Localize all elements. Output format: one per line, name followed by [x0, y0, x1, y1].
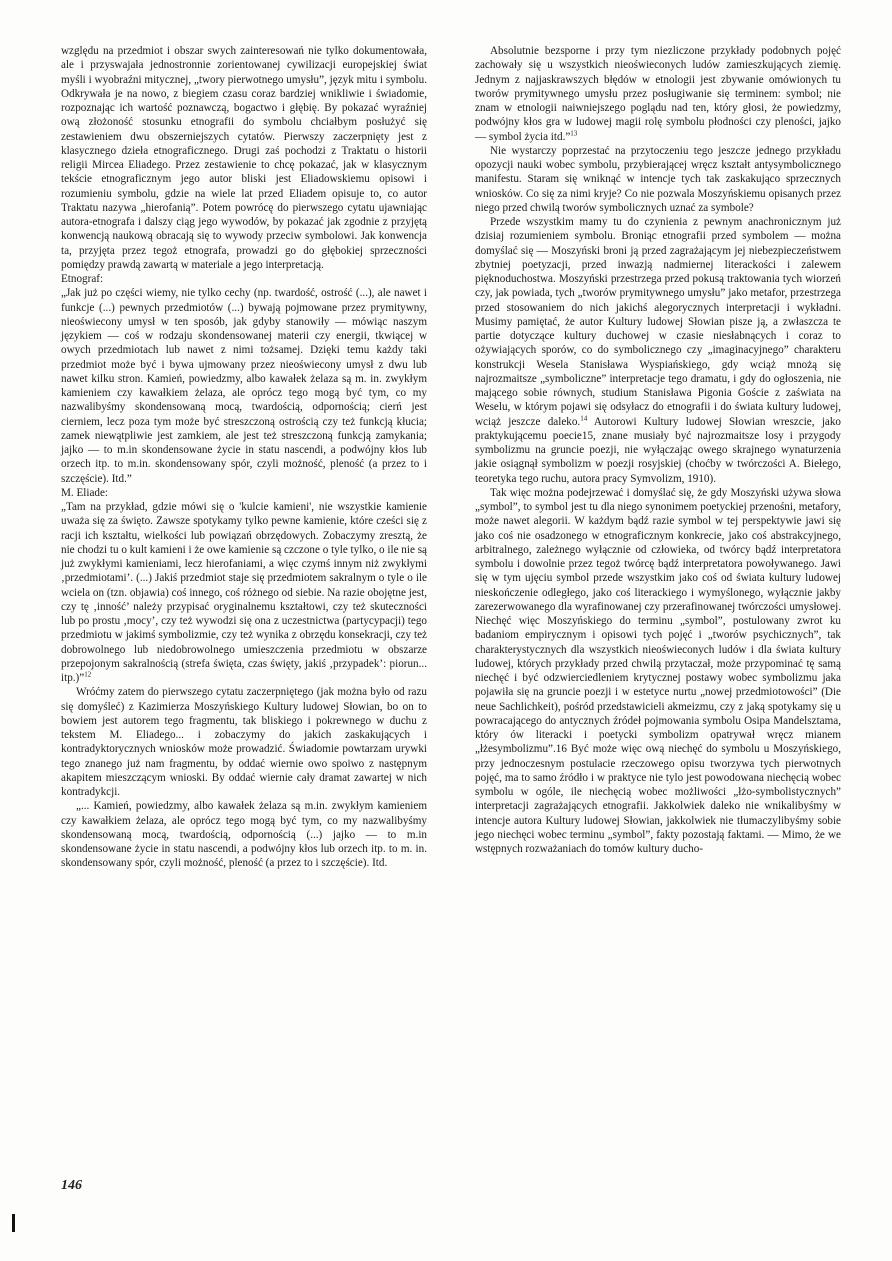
paragraph-text: Absolutnie bezsporne i przy tym niezliczone przykłady podobnych pojęć zachowały się u wszystkich nieoświeconych ludów zamieszkujących ziemię. Jednym z najjaskrawszych błędów w etnologii jest zbywanie omówionych tu tworów prymitywnego umysłu przez posługiwanie się terminem: symbol; nie znam w etnologii naiwniejszego poglądu nad ten, który głosi, że powiedzmy, podwójny kłos gra w ludowej magii rolę symbolu płodności czy pleności, jajko — symbol życia itd.” — [475, 45, 841, 143]
footnote-marker: 13 — [570, 128, 578, 137]
left-column — [61, 44, 427, 871]
paragraph — [475, 215, 841, 486]
block-quote — [61, 500, 427, 685]
paragraph-text: Przede wszystkim mamy tu do czynienia z pewnym anachronicznym już dzisiaj rozumieniem symbolu. Broniąc etnografii przed symbolem — można domyślać się — Moszyński broni ją przed zagrażającym jej niebezpieczeństwem zbytniej poetyzacji, przed inwazją nadmiernej literackości i zalewem pięknoduchostwa. Moszyński przestrzega przed pokusą traktowania tych wiorzeń czy, jak powiada, tych „tworów prymitywnego umysłu” jako metafor, przestrzega przed stosowaniem do nich jakichś alegorycznych interpretacji i wykładni. Musimy pamiętać, że autor Kultury ludowej Słowian pisze ją, a zwłaszcza te partie dotyczące kultury duchowej w czasie niesłabnących i coraz to ożywiających sporów, co do symbolicznego czy „imaginacyjnego” charakteru konstrukcji Wesela Stanisława Wyspiańskiego, gdy wciąż mnożą się najrozmaitsze „symboliczne” interpretacje tego dramatu, i gdy do ogłoszenia, nie mającego sobie równych, studium Stanisława Pigonia Goście z zaświata na Weselu, w którym pojawi się odsyłacz do etnografii i do świata kultury ludowej, wciąż jeszcze daleko. — [475, 216, 841, 428]
footnote-marker: 14 — [580, 413, 588, 422]
block-quote: „... Kamień, powiedzmy, albo kawałek żelaza są m.in. zwykłym kamieniem czy kawałkiem żelaza, ale oprócz tego mogą być tym, co my nazwalibyśmy skondensowaną mocą, twardością, odpornością (...) jajko — to m.in skondensowane życie in statu nascendi, a podwójny kłos lub orzech itp. to m. in. skondensowany spór, czyli możność, pleność (a przez to i szczęście). Itd. — [61, 800, 427, 870]
footnote-marker: 12 — [84, 670, 92, 679]
quote-attribution-label: M. Eliade: — [61, 486, 109, 499]
block-quote: „Jak już po części wiemy, nie tylko cechy (np. twardość, ostrość (...), ale nawet i funkcje (...) pewnych przedmiotów (...) bywają pojmowane przez prymitywny, nieoświecony umysł w ten sposób, jak gdyby stanowiły — mówiąc naszym językiem — coś w rodzaju skondensowanej materii czy energii, tkwiącej w owych przedmiotach lub nawet z nimi tożsamej. Dzięki temu każdy taki przedmiot może być i bywa ujmowany przez nieoświecony umysł z dwu lub nawet kilku stron. Kamień, powiedzmy, albo kawałek żelaza są m. in. zwykłym kamieniem czy kawałkiem żelaza, ale oprócz tego mogą być tym, co my nazwalibyśmy skondensowaną mocą, twardością, odpornością; cierń jest cierniem, lecz poza tym może być streszczoną ostrością czy też funkcją kłucia; zamek niewątpliwie jest zamkiem, ale jest też streszczoną funkcją zamykania; jajko — to m.in skondensowane życie in statu nascendi, a podwójny kłos lub orzech itp. to m.in. skondensowany spór, czyli możność, pleność (a przez to i szczęście). Itd.” — [61, 287, 427, 485]
quote-attribution-label: Etnograf: — [61, 273, 104, 285]
scan-edge-mark — [12, 1214, 15, 1232]
quote-text: „Tam na przykład, gdzie mówi się o 'kulcie kamieni', nie wszystkie kamienie uważa się za święto. Zawsze spotykamy tylko pewne kamienie, które cześci się z racji ich kształtu, wielkości lub powiązań obrzędowych. Zobaczymy zresztą, że nie chodzi tu o kult kamieni i że owe kamienie są czczone o tyle tylko, o ile nie są już zwykłymi kamieniami, lecz hierofaniami, a więc czymś innym niż zwykłymi ‚przedmiotami’. (...) Jakiś przedmiot staje się przedmiotem sakralnym o tyle o ile wciela on (tzn. objawia) coś innego, coś różnego od siebie. Na razie obojętne jest, czy tę ‚inność’ należy przypisać oryginalnemu kształtowi, czy też skuteczności lub po prostu ‚mocy’, czy też wywodzi się ona z uczestnictwa (partycypacji) tego przedmiotu w jakimś symbolizmie, czy też wynika z obrzędu konsekracji, czy też dobrowolnego lub niedobrowolnego umieszczenia przedmiotu w obszarze przepojonym sakralnością (strefa święta, czas święty, jakiś ‚przypadek’: piorun... itp.)” — [61, 501, 427, 684]
right-column — [475, 44, 841, 856]
paragraph: Wróćmy zatem do pierwszego cytatu zaczerpniętego (jak można było od razu się domyśleć) z Kazimierza Moszyńskiego Kultury ludowej Słowian, bo on to bowiem jest autorem tego fragmentu, tak bliskiego i pokrewnego w duchu z tekstem M. Eliadego... i zobaczymy do jakich zaskakujących i kontradyktorycznych wniosków może prowadzić. Świadomie powtarzam urywki tego znanego już nam fragmentu, by oddać wiernie owo spoiwo z następnym akapitem mieszczącym wnioski. By oddać wiernie cały dramat zawartej w nich kontradykcji. — [61, 686, 427, 798]
paragraph — [475, 44, 841, 144]
paragraph-text: Autorowi Kultury ludowej Słowian wreszcie, jako praktykującemu poecie15, znane musiały być najrozmaitsze losy i przygody symbolizmu na gruncie poezji, nie wyłączając owego skrajnego wynaturzenia jakie osiągnął symbolizm w poezji rosyjskiej (choćby w twórczości A. Biełego, teoretyka tego ruchu, autora pracy Symvolizm, 1910). — [475, 415, 841, 485]
page-number: 146 — [61, 1178, 82, 1193]
paragraph: Tak więc można podejrzewać i domyślać się, że gdy Moszyński używa słowa „symbol”, to symbol jest tu dla niego synonimem poetyckiej przenośni, metafory, może nawet alegorii. W każdym bądź razie symbol w tej perspektywie jawi się jako coś nie osadzonego w etnograficznym konkrecie, jako coś abstrakcyjnego, arbitralnego, zależnego wyłącznie od człowieka, od twórcy bądź interpretatora symbolu i dowolnie przez tegoż twórcę bądź interpretatora powoływanego. Jawi się w tym ujęciu symbol przede wszystkim jako coś od świata kultury ludowej nieskończenie odległego, jako coś literackiego i wymyślonego, wyłącznie jakby zarezerwowanego dla wyrafinowanej czy przerafinowanej twórczości umysłowej. Niechęć więc Moszyńskiego do terminu „symbol”, postulowany zwrot ku badaniom empirycznym i opisowi tych pojęć i „tworów psychicznych”, tak charakterystycznych dla wszystkich nieoświeconych ludów i dla świata kultury ludowej, których przykłady przed chwilą przytaczał, może przypominać tę samą niechęć i być odzwierciedleniem krytycznej postawy wobec symbolizmu jaka pojawiła się na gruncie poezji i w estetyce nurtu „nowej przedmiotowości” (Die neue Sachlichkeit), pośród przedstawicieli akmeizmu, czy z jaką spotykamy się u powracającego do antycznych źródeł pojmowania symbolu Osipa Mandelsztama, który ów literacki i poetycki symbolizm opatrywał wręcz mianem „łżesymbolizmu”.16 Być może więc ową niechęć do symbolu u Moszyńskiego, przy jednoczesnym postulacie rzeczowego opisu tworzywa tych pierwotnych pojęć, ma to samo źródło i w praktyce nie tylo jest powodowana niechęcią wobec symbolu w ogóle, ile niechęcią wobec możliwości „łżo-symbolistycznych” interpretacji zagrażających etnografii. Jakkolwiek daleko nie wnikalibyśmy w intencje autora Kultury ludowej Słowian, jakkolwiek nie tłumaczylibyśmy sobie jego niechęci wobec terminu „symbol”, fakty pozostają faktami. — Mimo, że we wstępnych rozważaniach do tomów kultury ducho- — [475, 486, 841, 855]
paragraph: Nie wystarczy poprzestać na przytoczeniu tego jeszcze jednego przykładu opozycji nauki wobec symbolu, przybierającej wręcz kształt antysymbolicznego manifestu. Staram się wniknąć w intencje tych tak zaskakująco sprzecznych wniosków. Co się za nimi kryje? Co nie pozwala Moszyńskiemu opisanych przez niego przed chwilą tworów symbolicznych uznać za symbole? — [475, 144, 841, 214]
paragraph: względu na przedmiot i obszar swych zainteresowań nie tylko dokumentowała, ale i przyswajała jednostronnie zorientowanej cywilizacji europejskiej świat myśli i wyobraźni mitycznej, „twory pierwotnego umysłu”, język mitu i symbolu. Odkrywała je na nowo, z biegiem czasu coraz bardziej wnikliwie i świadomie, rozpoznając ich wartość poznawczą, bogactwo i głębię. By pokazać wyraźniej ową złożoność stosunku etnografii do symbolu chciałbym posłużyć się zestawieniem dwu obszerniejszych cytatów. Pierwszy zaczerpnięty jest z klasycznego dzieła etnograficznego. Drugi zaś pochodzi z Traktatu o historii religii Mircea Eliadego. Przez zestawienie to chcę pokazać, jak w klasycznym tekście etnograficznym jego autor bliski jest Eliadowskiemu opisowi i rozumieniu symbolu, gdzie na wiele lat przed Eliadem opisuje to, co autor Traktatu nazywa „hierofanią”. Potem powrócę do pierwszego cytatu ujawniając autora-etnografa i dalszy ciąg jego wywodów, by pokazać jak zgodnie z przyjętą konwencją naukową obracają się to wywody przeciw symbolowi. Jak konwencja ta, przyjęta przez tegoż etnografa, prowadzi go do głębokiej sprzeczności pomiędzy prawdą zawartą w materiale a jego interpretacją. — [61, 45, 427, 271]
